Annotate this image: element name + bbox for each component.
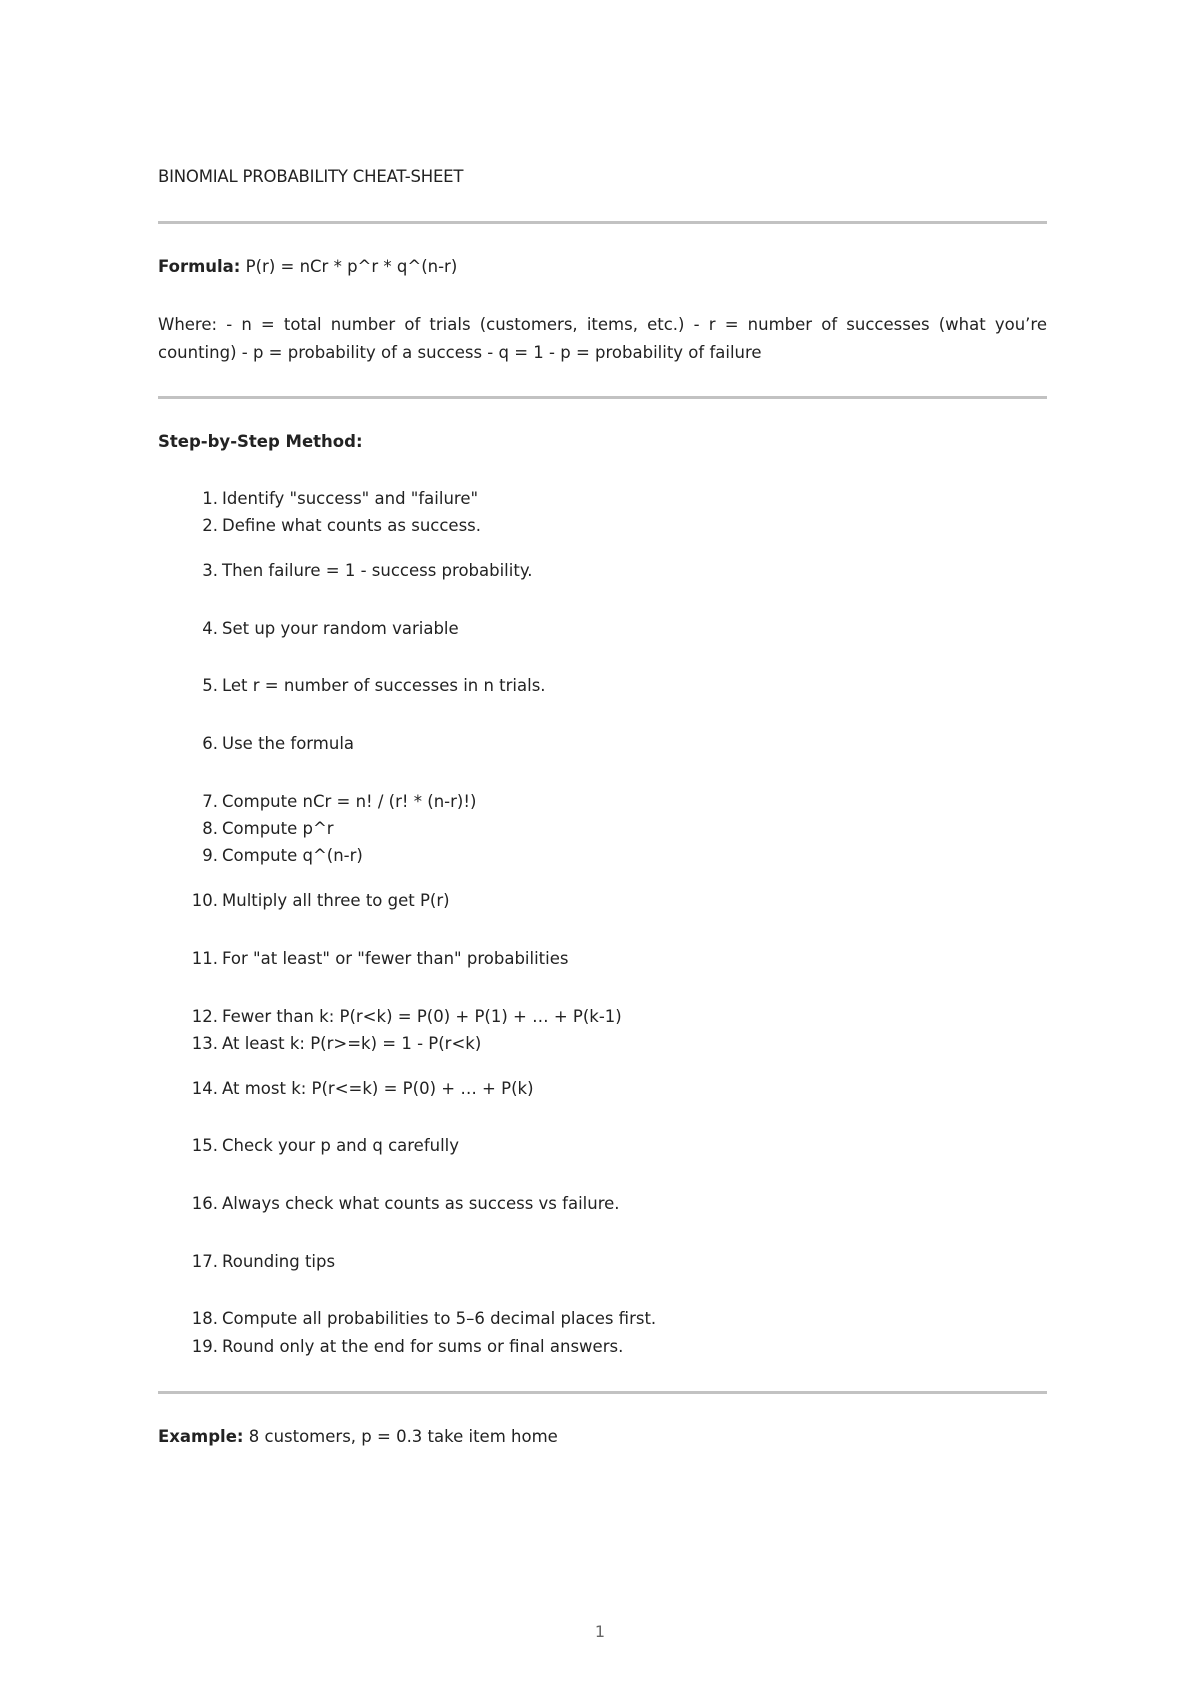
list-item: 11. For "at least" or "fewer than" probabilities <box>191 949 569 968</box>
list-item: 6. Use the formula <box>202 734 355 753</box>
list-item: 12. Fewer than k: P(r<k) = P(0) + P(1) + … + P(k-1) <box>191 1007 622 1026</box>
list-item: 16. Always check what counts as success vs failure. <box>191 1194 620 1213</box>
example-text: 8 customers, p = 0.3 take item home <box>248 1427 558 1446</box>
list-item: 3. Then failure = 1 - success probability. <box>202 561 533 580</box>
document-title: BINOMIAL PROBABILITY CHEAT-SHEET <box>158 167 464 186</box>
list-item: 18. Compute all probabilities to 5–6 decimal places first. <box>191 1309 657 1328</box>
example-line <box>158 1427 558 1446</box>
page-number: 1 <box>594 1622 606 1641</box>
list-item: 13. At least k: P(r>=k) = 1 - P(r<k) <box>191 1034 482 1053</box>
divider <box>158 396 1047 399</box>
list-item: 4. Set up your random variable <box>202 619 459 638</box>
list-item: 17. Rounding tips <box>191 1252 336 1271</box>
list-item: 10. Multiply all three to get P(r) <box>191 891 450 910</box>
list-item: 2. Define what counts as success. <box>202 516 482 535</box>
where-paragraph: Where: - n = total number of trials (customers, items, etc.) - r = number of successes (what you’re counting) - p = probability of a success - q = 1 - p = probability of failure <box>158 315 1047 362</box>
list-item: 5. Let r = number of successes in n trials. <box>202 676 546 695</box>
formula-label: Formula: <box>158 257 241 276</box>
example-label: Example: <box>158 1427 244 1446</box>
list-item: 8. Compute p^r <box>202 819 334 838</box>
formula-text: P(r) = nCr * p^r * q^(n-r) <box>245 257 458 276</box>
list-item: 15. Check your p and q carefully <box>191 1136 460 1155</box>
list-item: 9. Compute q^(n-r) <box>202 846 363 865</box>
list-item: 7. Compute nCr = n! / (r! * (n-r)!) <box>202 792 477 811</box>
divider <box>158 1391 1047 1394</box>
divider <box>158 221 1047 224</box>
formula-line <box>158 257 457 276</box>
list-item: 14. At most k: P(r<=k) = P(0) + … + P(k) <box>191 1079 534 1098</box>
method-heading: Step-by-Step Method: <box>158 432 363 451</box>
list-item: 19. Round only at the end for sums or final answers. <box>191 1337 624 1356</box>
list-item: 1. Identify "success" and "failure" <box>202 489 479 508</box>
